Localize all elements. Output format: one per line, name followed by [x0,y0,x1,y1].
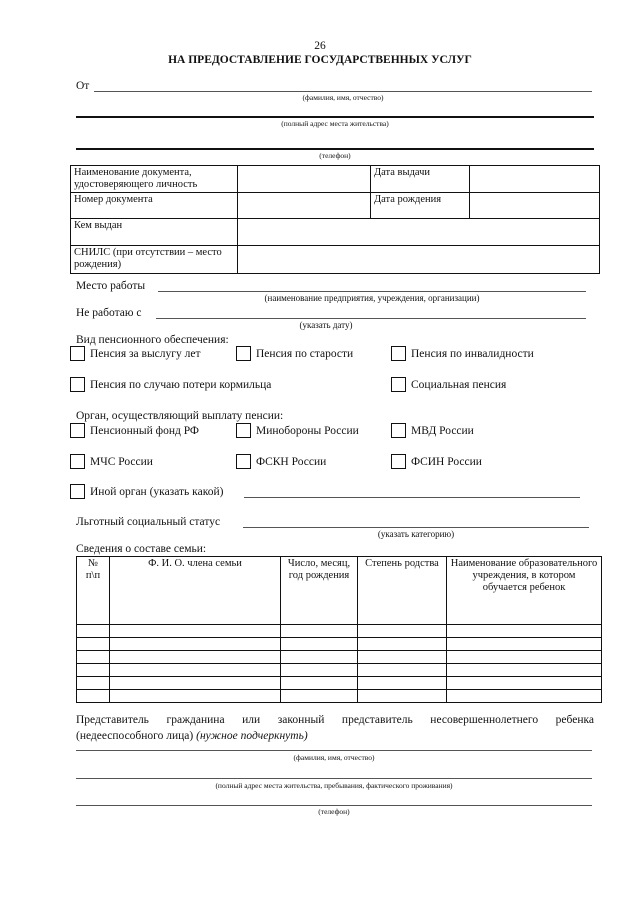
page-number: 26 [314,40,326,52]
issued-by-cell[interactable] [238,219,600,246]
payer-fskn-checkbox[interactable] [236,454,251,469]
payer-other-field[interactable] [244,497,580,498]
snils-cell[interactable] [238,246,600,274]
rep-address-field[interactable] [76,778,592,779]
table-row[interactable] [77,664,602,677]
payer-mvd-label: МВД России [411,425,474,437]
payer-fsin-checkbox[interactable] [391,454,406,469]
issue-date-cell[interactable] [470,166,600,193]
pension-age-checkbox[interactable] [236,346,251,361]
doc-name-label: Наименование документа, удостоверяющего личность [71,166,238,193]
workplace-field[interactable] [158,291,586,292]
workplace-label: Место работы [76,280,146,292]
pension-survivor-label: Пенсия по случаю потери кормильца [90,379,272,391]
representative-body: Представитель гражданина или законный представитель несовершеннолетнего ребенка (недееспособного лица) [76,714,594,742]
applicant-fio-hint: (фамилия, имя, отчество) [302,93,384,102]
payer-other-checkbox[interactable] [70,484,85,499]
payer-mchs-checkbox[interactable] [70,454,85,469]
table-row[interactable] [77,625,602,638]
birth-date-label: Дата рождения [371,193,470,219]
pension-type-label: Вид пенсионного обеспечения: [76,334,229,346]
payer-fskn-label: ФСКН России [256,456,327,468]
social-status-field[interactable] [243,527,589,528]
table-row[interactable] [77,690,602,703]
family-col-relation: Степень родства [358,557,447,625]
payer-label: Орган, осуществляющий выплату пенсии: [76,410,284,422]
workplace-hint: (наименование предприятия, учреждения, организации) [264,293,480,303]
not-working-field[interactable] [156,318,586,319]
not-working-label: Не работаю с [76,307,142,319]
pension-age-label: Пенсия по старости [256,348,354,360]
family-col-school: Наименование образовательного учреждения, в котором обучается ребенок [447,557,602,625]
family-label: Сведения о составе семьи: [76,543,207,555]
form-heading: НА ПРЕДОСТАВЛЕНИЕ ГОСУДАРСТВЕННЫХ УСЛУГ [168,54,472,66]
pension-disability-label: Пенсия по инвалидности [411,348,534,360]
social-status-label: Льготный социальный статус [76,516,221,528]
pension-social-label: Социальная пенсия [411,379,507,391]
applicant-phone-field[interactable] [76,148,594,150]
birth-date-cell[interactable] [470,193,600,219]
rep-address-hint: (полный адрес места жительства, пребывания, фактического проживания) [215,781,453,790]
not-working-hint: (указать дату) [299,320,353,330]
snils-label: СНИЛС (при отсутствии – место рождения) [71,246,238,274]
issued-by-label: Кем выдан [71,219,238,246]
doc-number-label: Номер документа [71,193,238,219]
rep-phone-field[interactable] [76,805,592,806]
payer-pfr-label: Пенсионный фонд РФ [90,425,200,437]
payer-mod-label: Минобороны России [256,425,359,437]
pension-seniority-checkbox[interactable] [70,346,85,361]
rep-fio-hint: (фамилия, имя, отчество) [293,753,375,762]
family-col-name: Ф. И. О. члена семьи [110,557,281,625]
rep-phone-hint: (телефон) [318,807,350,816]
social-status-hint: (указать категорию) [377,529,455,539]
representative-text [76,712,594,744]
table-row[interactable] [77,677,602,690]
payer-mod-checkbox[interactable] [236,423,251,438]
doc-name-cell[interactable] [238,166,371,193]
from-label: От [76,80,90,92]
payer-fsin-label: ФСИН России [411,456,482,468]
pension-social-checkbox[interactable] [391,377,406,392]
applicant-address-field[interactable] [76,116,594,118]
payer-other-label: Иной орган (указать какой) [90,486,224,498]
pension-seniority-label: Пенсия за выслугу лет [90,348,201,360]
rep-fio-field[interactable] [76,750,592,751]
table-row[interactable] [77,651,602,664]
doc-number-cell[interactable] [238,193,371,219]
applicant-address-hint: (полный адрес места жительства) [281,119,389,128]
issue-date-label: Дата выдачи [371,166,470,193]
payer-mvd-checkbox[interactable] [391,423,406,438]
representative-note: (нужное подчеркнуть) [196,730,308,742]
family-table [76,556,602,703]
pension-survivor-checkbox[interactable] [70,377,85,392]
payer-pfr-checkbox[interactable] [70,423,85,438]
payer-mchs-label: МЧС России [90,456,153,468]
applicant-phone-hint: (телефон) [319,151,351,160]
identity-table [70,165,600,274]
table-row[interactable] [77,638,602,651]
family-col-number: № п\п [77,557,110,625]
pension-disability-checkbox[interactable] [391,346,406,361]
family-col-birthdate: Число, месяц, год рождения [281,557,358,625]
applicant-fio-field[interactable] [94,91,592,92]
